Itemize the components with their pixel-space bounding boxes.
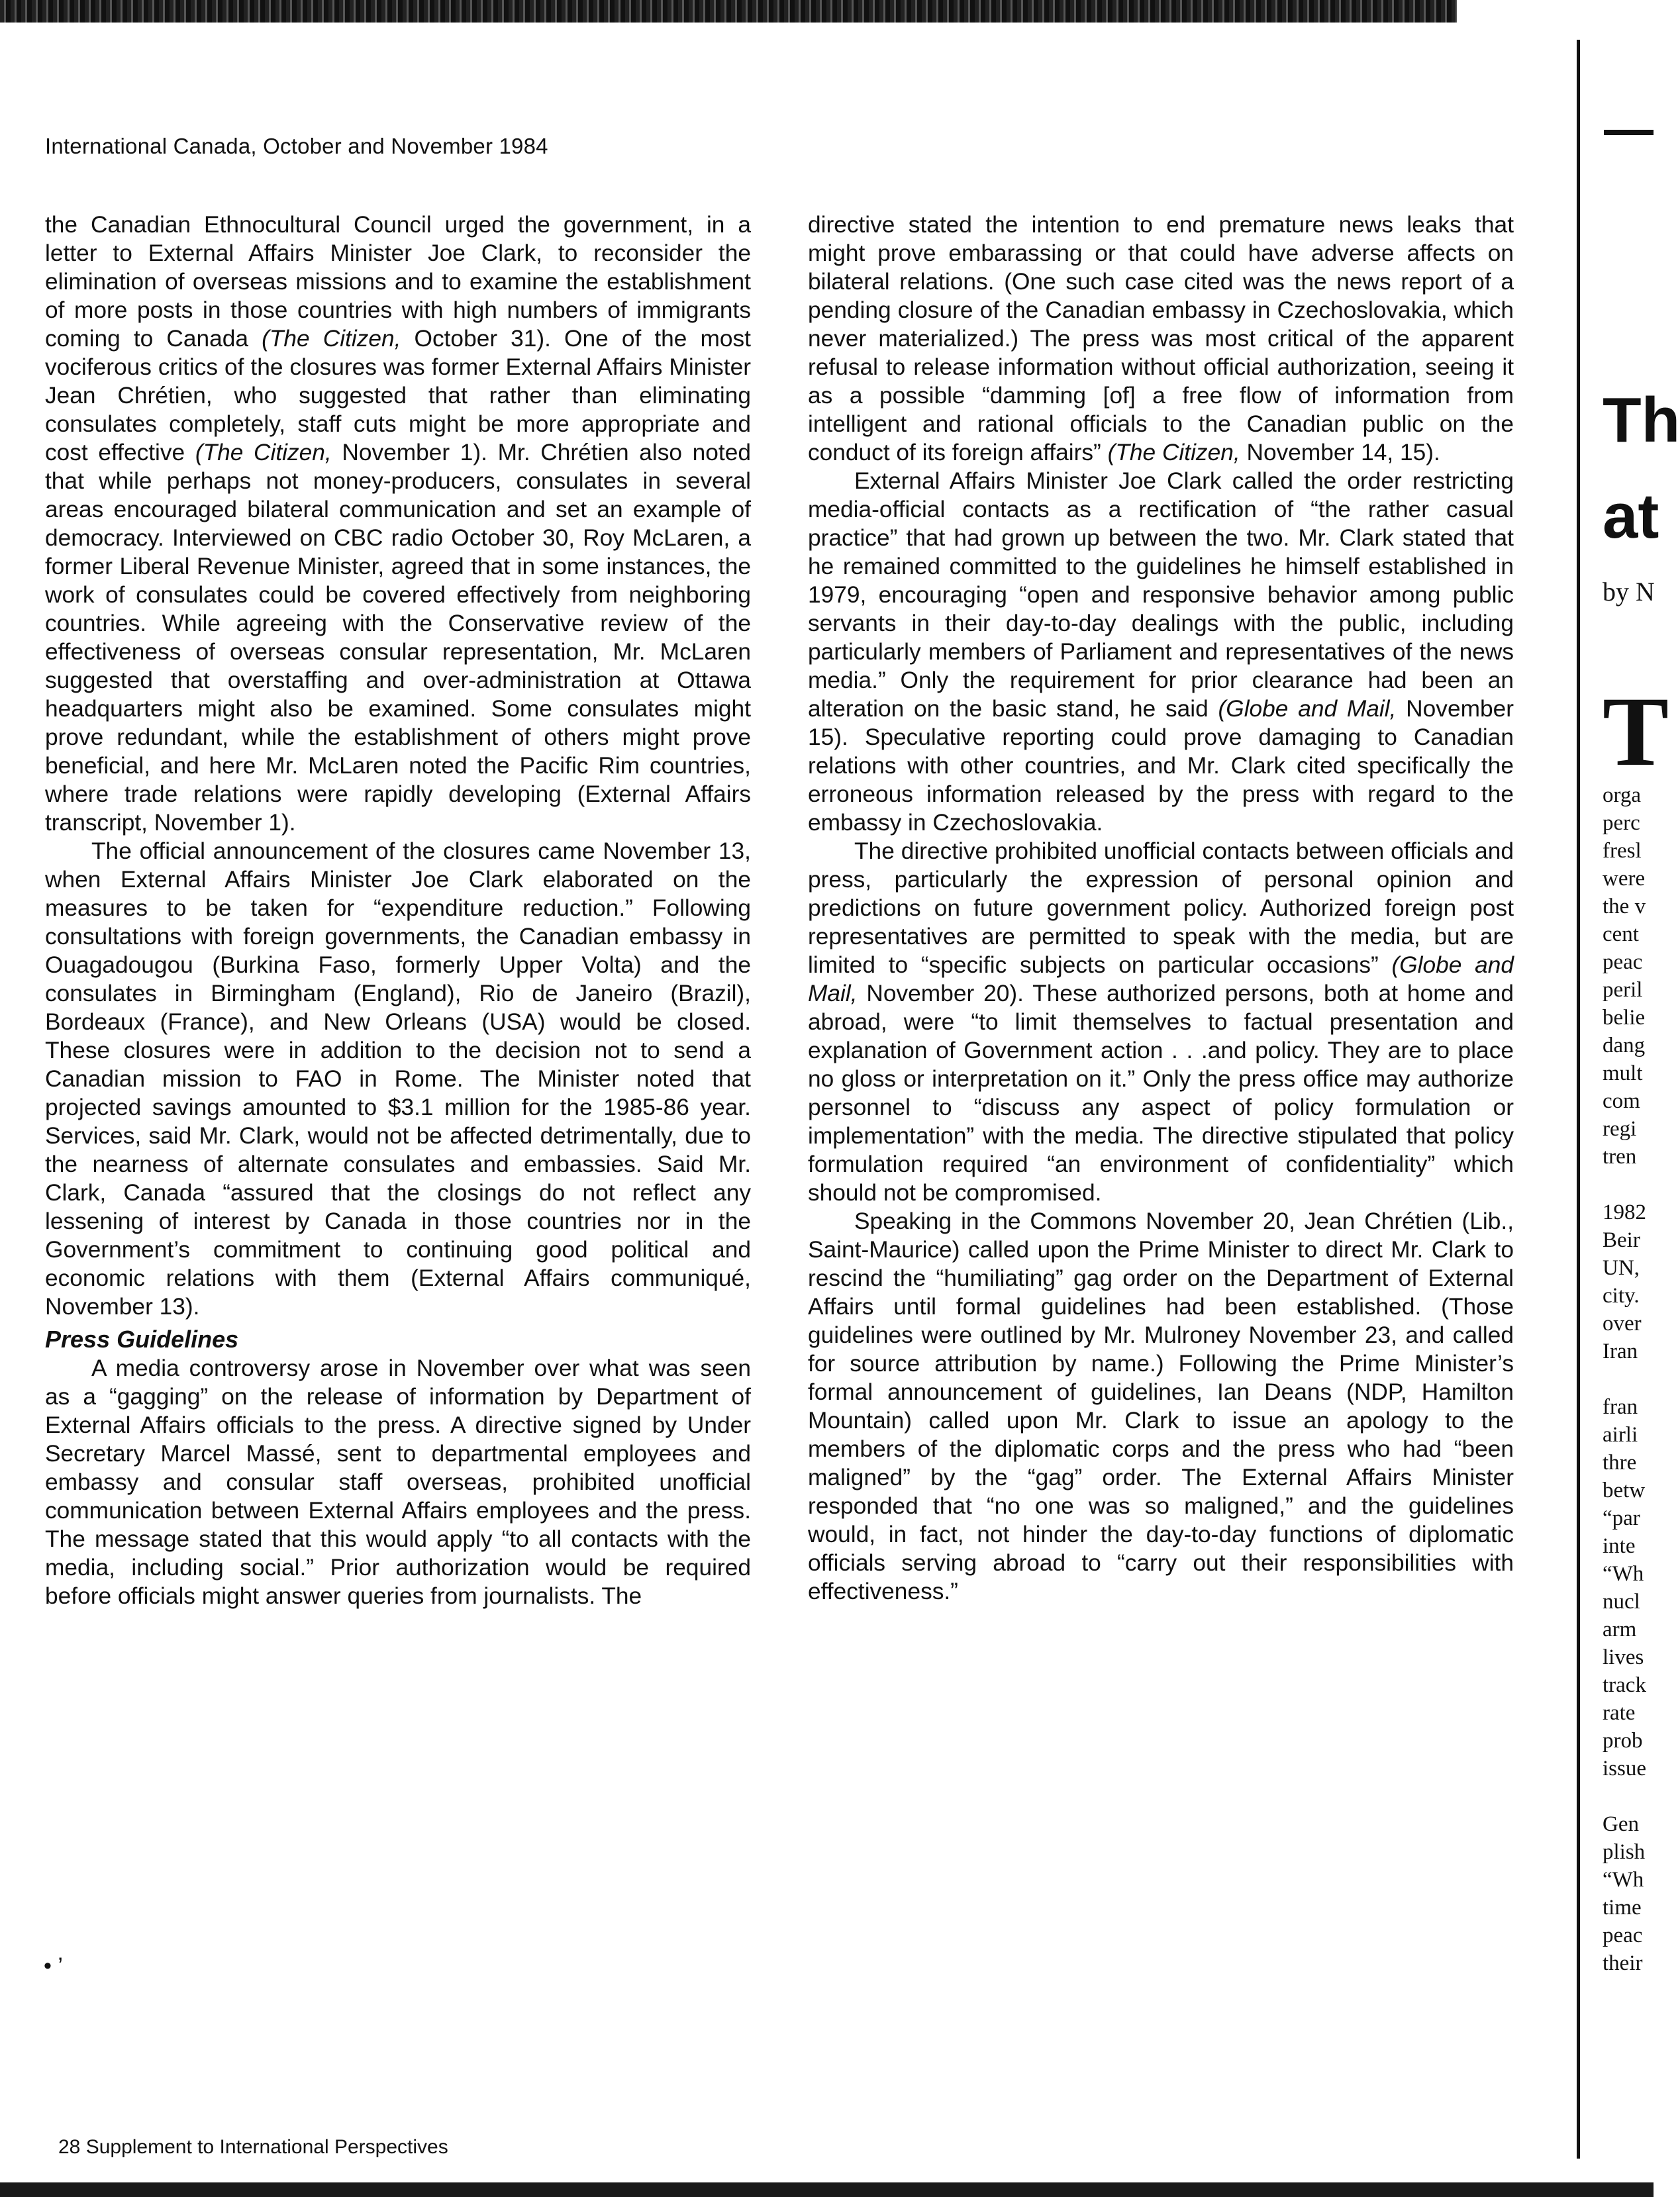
running-header: International Canada, October and November 1984 — [45, 134, 548, 158]
next-page-fragment: betw — [1603, 1479, 1646, 1502]
paragraph — [808, 211, 1514, 467]
citation: (Globe and Mail, — [1218, 696, 1397, 722]
next-page-fragment: fresl — [1603, 839, 1642, 863]
next-page-fragment: lives — [1603, 1645, 1644, 1669]
next-page-fragment: “Wh — [1603, 1562, 1644, 1586]
next-page-fragment: peac — [1603, 950, 1643, 974]
next-page-fragment: plish — [1603, 1840, 1646, 1864]
next-page-fragment: the v — [1603, 895, 1646, 918]
next-page-fragment: rate — [1603, 1701, 1636, 1725]
paragraph — [808, 837, 1514, 1207]
citation: (The Citizen, — [1107, 440, 1240, 465]
text-run: the Canadian Ethnocultural Council urged the government, in a letter to External Affairs Minister Joe Clark, to reconsider the elimination of overseas missions and to examine the establishment of more posts in those countries with high numbers of immigrants coming to Canada — [45, 212, 751, 352]
next-page-fragment: UN, — [1603, 1256, 1640, 1280]
next-page-fragment — [1603, 1171, 1654, 1198]
next-page-fragment: track — [1603, 1673, 1646, 1697]
next-page-fragment: airli — [1603, 1423, 1638, 1447]
next-page-fragment: perc — [1603, 811, 1640, 835]
text-run: November 14, 15). — [1240, 440, 1440, 465]
next-page-fragment: Gen — [1603, 1812, 1639, 1836]
text-run: External Affairs Minister Joe Clark called the order restricting media-official contacts as a rectification of “the rather casual practice” that had grown up between the two. Mr. Clark stated that he remained committed to the guidelines he himself established in 1979, encouraging “open and responsive behavior among public servants in their day-to-day dealings with the public, including particularly members of Parliament and representatives of the news media.” Only the requirement for prior clearance had been an alteration on the basic stand, he said — [808, 468, 1514, 722]
next-page-title-line-1: Th — [1603, 385, 1680, 456]
citation: (The Citizen, — [262, 326, 401, 352]
scan-bottom-edge — [0, 2182, 1654, 2197]
next-page-fragment: orga — [1603, 783, 1642, 807]
next-page-fragment: Beir — [1603, 1228, 1640, 1252]
next-page-fragment: peac — [1603, 1924, 1643, 1947]
next-page-fragment — [1603, 1782, 1654, 1810]
next-page-rule — [1604, 130, 1654, 135]
next-page-fragment: cent — [1603, 922, 1639, 946]
next-page-fragment: issue — [1603, 1757, 1646, 1781]
next-page-fragment: “par — [1603, 1506, 1640, 1530]
text-run: November 1). Mr. Chrétien also noted that while perhaps not money-producers, consulates in several areas encouraged bilateral communication and set an example of democracy. Interviewed on CBC radio October 30, Roy McLaren, a former Liberal Revenue Minister, agreed that in some instances, the work of consulates could be covered effectively from neighboring countries. While agreeing with the Conservative review of the effectiveness of overseas consular representation, Mr. McLaren suggested that overstaffing and over-administration at Ottawa headquarters might also be examined. Some consulates might prove redundant, while the establishment of others might prove beneficial, and here Mr. McLaren noted the Pacific Rim countries, where trade relations were rapidly developing (External Affairs transcript, November 1). — [45, 440, 751, 836]
right-column — [808, 211, 1514, 1606]
next-page-fragment: regi — [1603, 1117, 1637, 1141]
next-page-title-line-2: at — [1603, 481, 1659, 552]
next-page-fragment: fran — [1603, 1395, 1638, 1419]
next-page-fragment: thre — [1603, 1451, 1637, 1475]
next-page-fragment: nucl — [1603, 1590, 1640, 1614]
next-page-fragment: com — [1603, 1089, 1640, 1113]
text-run: November 20). These authorized persons, both at home and abroad, were “to limit themselves to factual presentation and explanation of Government action . . .and policy. They are to place no gloss or interpretation on it.” Only the press office may authorize personnel to “discuss any aspect of policy formulation or implementation” with the media. The directive stipulated that policy formulation required “an environment of confidentiality” which should not be compromised. — [808, 981, 1514, 1206]
next-page-fragment: over — [1603, 1312, 1642, 1336]
text-run: October 31). One of the most vociferous critics of the closures was former External Affairs Minister Jean Chrétien, who suggested that rather than eliminating consulates completely, staff cuts might be more appropriate and cost effective — [45, 326, 751, 465]
next-page-fragment: arm — [1603, 1618, 1637, 1641]
next-page-fragment: dang — [1603, 1034, 1646, 1057]
next-page-fragment: “Wh — [1603, 1868, 1644, 1892]
next-page-fragment: tren — [1603, 1145, 1637, 1169]
left-column — [45, 211, 751, 1610]
text-run: directive stated the intention to end premature news leaks that might prove embarassing or that could have adverse affects on bilateral relations. (One such case cited was the news report of a pending closure of the Canadian embassy in Czechoslovakia, which never materialized.) The press was most critical of the apparent refusal to release information without official authorization, seeing it as a possible “damming [of] a free flow of information from intelligent and rational officials to the Canadian public on the conduct of its foreign affairs” — [808, 212, 1514, 465]
next-page-fragment: city. — [1603, 1284, 1640, 1308]
next-page-fragment: were — [1603, 867, 1646, 891]
stray-marks: • ’ — [44, 1953, 63, 1978]
paragraph — [808, 467, 1514, 837]
next-page-byline: by N — [1603, 577, 1655, 607]
citation: (Globe and Mail, — [808, 952, 1514, 1006]
next-page-fragment: their — [1603, 1951, 1643, 1975]
paragraph — [45, 211, 751, 837]
next-page-fragment: time — [1603, 1896, 1642, 1920]
next-page-fragment: prob — [1603, 1729, 1643, 1753]
paragraph: The official announcement of the closures came November 13, when External Affairs Minister Joe Clark elaborated on the measures to be taken for “expenditure reduction.” Following consultations with foreign governments, the Canadian embassy in Ouagadougou (Burkina Faso, formerly Upper Volta) and the consulates in Birmingham (England), Rio de Janeiro (Brazil), Bordeaux (France), and New Orleans (USA) would be closed. These closures were in addition to the decision not to send a Canadian mission to FAO in Rome. The Minister noted that projected savings amounted to $3.1 million for the 1985-86 year. Services, said Mr. Clark, would not be affected detrimentally, due to the nearness of alternate consulates and embassies. Said Mr. Clark, Canada “assured that the closings do not reflect any lessening of interest by Canada in those countries nor in the Government’s commitment to continuing good political and economic relations with them (External Affairs communiqué, November 13). — [45, 838, 751, 1320]
text-run: November 15). Speculative reporting could prove damaging to Canadian relations with other countries, and Mr. Clark cited specifically the erroneous information released by the press with regard to the embassy in Czechoslovakia. — [808, 696, 1514, 836]
next-page-drop-cap: T — [1603, 677, 1669, 787]
text-run: The directive prohibited unofficial contacts between officials and press, particularly the expression of personal opinion and predictions on future government policy. Authorized foreign post representatives are permitted to speak with the media, but are limited to “specific subjects on particular occasions” — [808, 838, 1514, 978]
paragraph: Speaking in the Commons November 20, Jean Chrétien (Lib., Saint-Maurice) called upon the Prime Minister to direct Mr. Clark to rescind the “humiliating” gag order on the Department of External Affairs until formal guidelines had been established. (Those guidelines were outlined by Mr. Mulroney November 23, and called for source attribution by name.) Following the Prime Minister’s formal announcement of guidelines, Ian Deans (NDP, Hamilton Mountain) called upon Mr. Clark to issue an apology to the members of the diplomatic corps and the press who had “been maligned” by the “gag” order. The External Affairs Minister responded that “no one was so maligned,” and the guidelines would, in fact, not hinder the day-to-day functions of diplomatic officials serving abroad to “carry out their responsibilities with effectiveness.” — [808, 1208, 1514, 1604]
page-footer: 28 Supplement to International Perspectives — [58, 2136, 448, 2158]
paragraph: A media controversy arose in November over what was seen as a “gagging” on the release of information by Department of External Affairs officials to the press. A directive signed by Under Secretary Marcel Massé, sent to departmental employees and embassy and consular staff overseas, prohibited unofficial communication between External Affairs employees and the press. The message stated that this would apply “to all contacts with the media, including social.” Prior authorization would be required before officials might answer queries from journalists. The — [45, 1355, 751, 1609]
page-gutter-rule — [1577, 40, 1580, 2159]
scan-top-edge — [0, 0, 1457, 23]
next-page-fragment — [1603, 1365, 1654, 1393]
next-page-fragment: mult — [1603, 1061, 1643, 1085]
citation: (The Citizen, — [195, 440, 332, 465]
next-page-fragment: belie — [1603, 1006, 1646, 1030]
next-page-fragment: peril — [1603, 978, 1643, 1002]
next-page-text-fragments — [1603, 781, 1654, 1977]
next-page-fragment: Iran — [1603, 1340, 1638, 1363]
section-heading: Press Guidelines — [45, 1326, 239, 1353]
next-page-fragment: inte — [1603, 1534, 1636, 1558]
next-page-fragment: 1982 — [1603, 1200, 1646, 1224]
